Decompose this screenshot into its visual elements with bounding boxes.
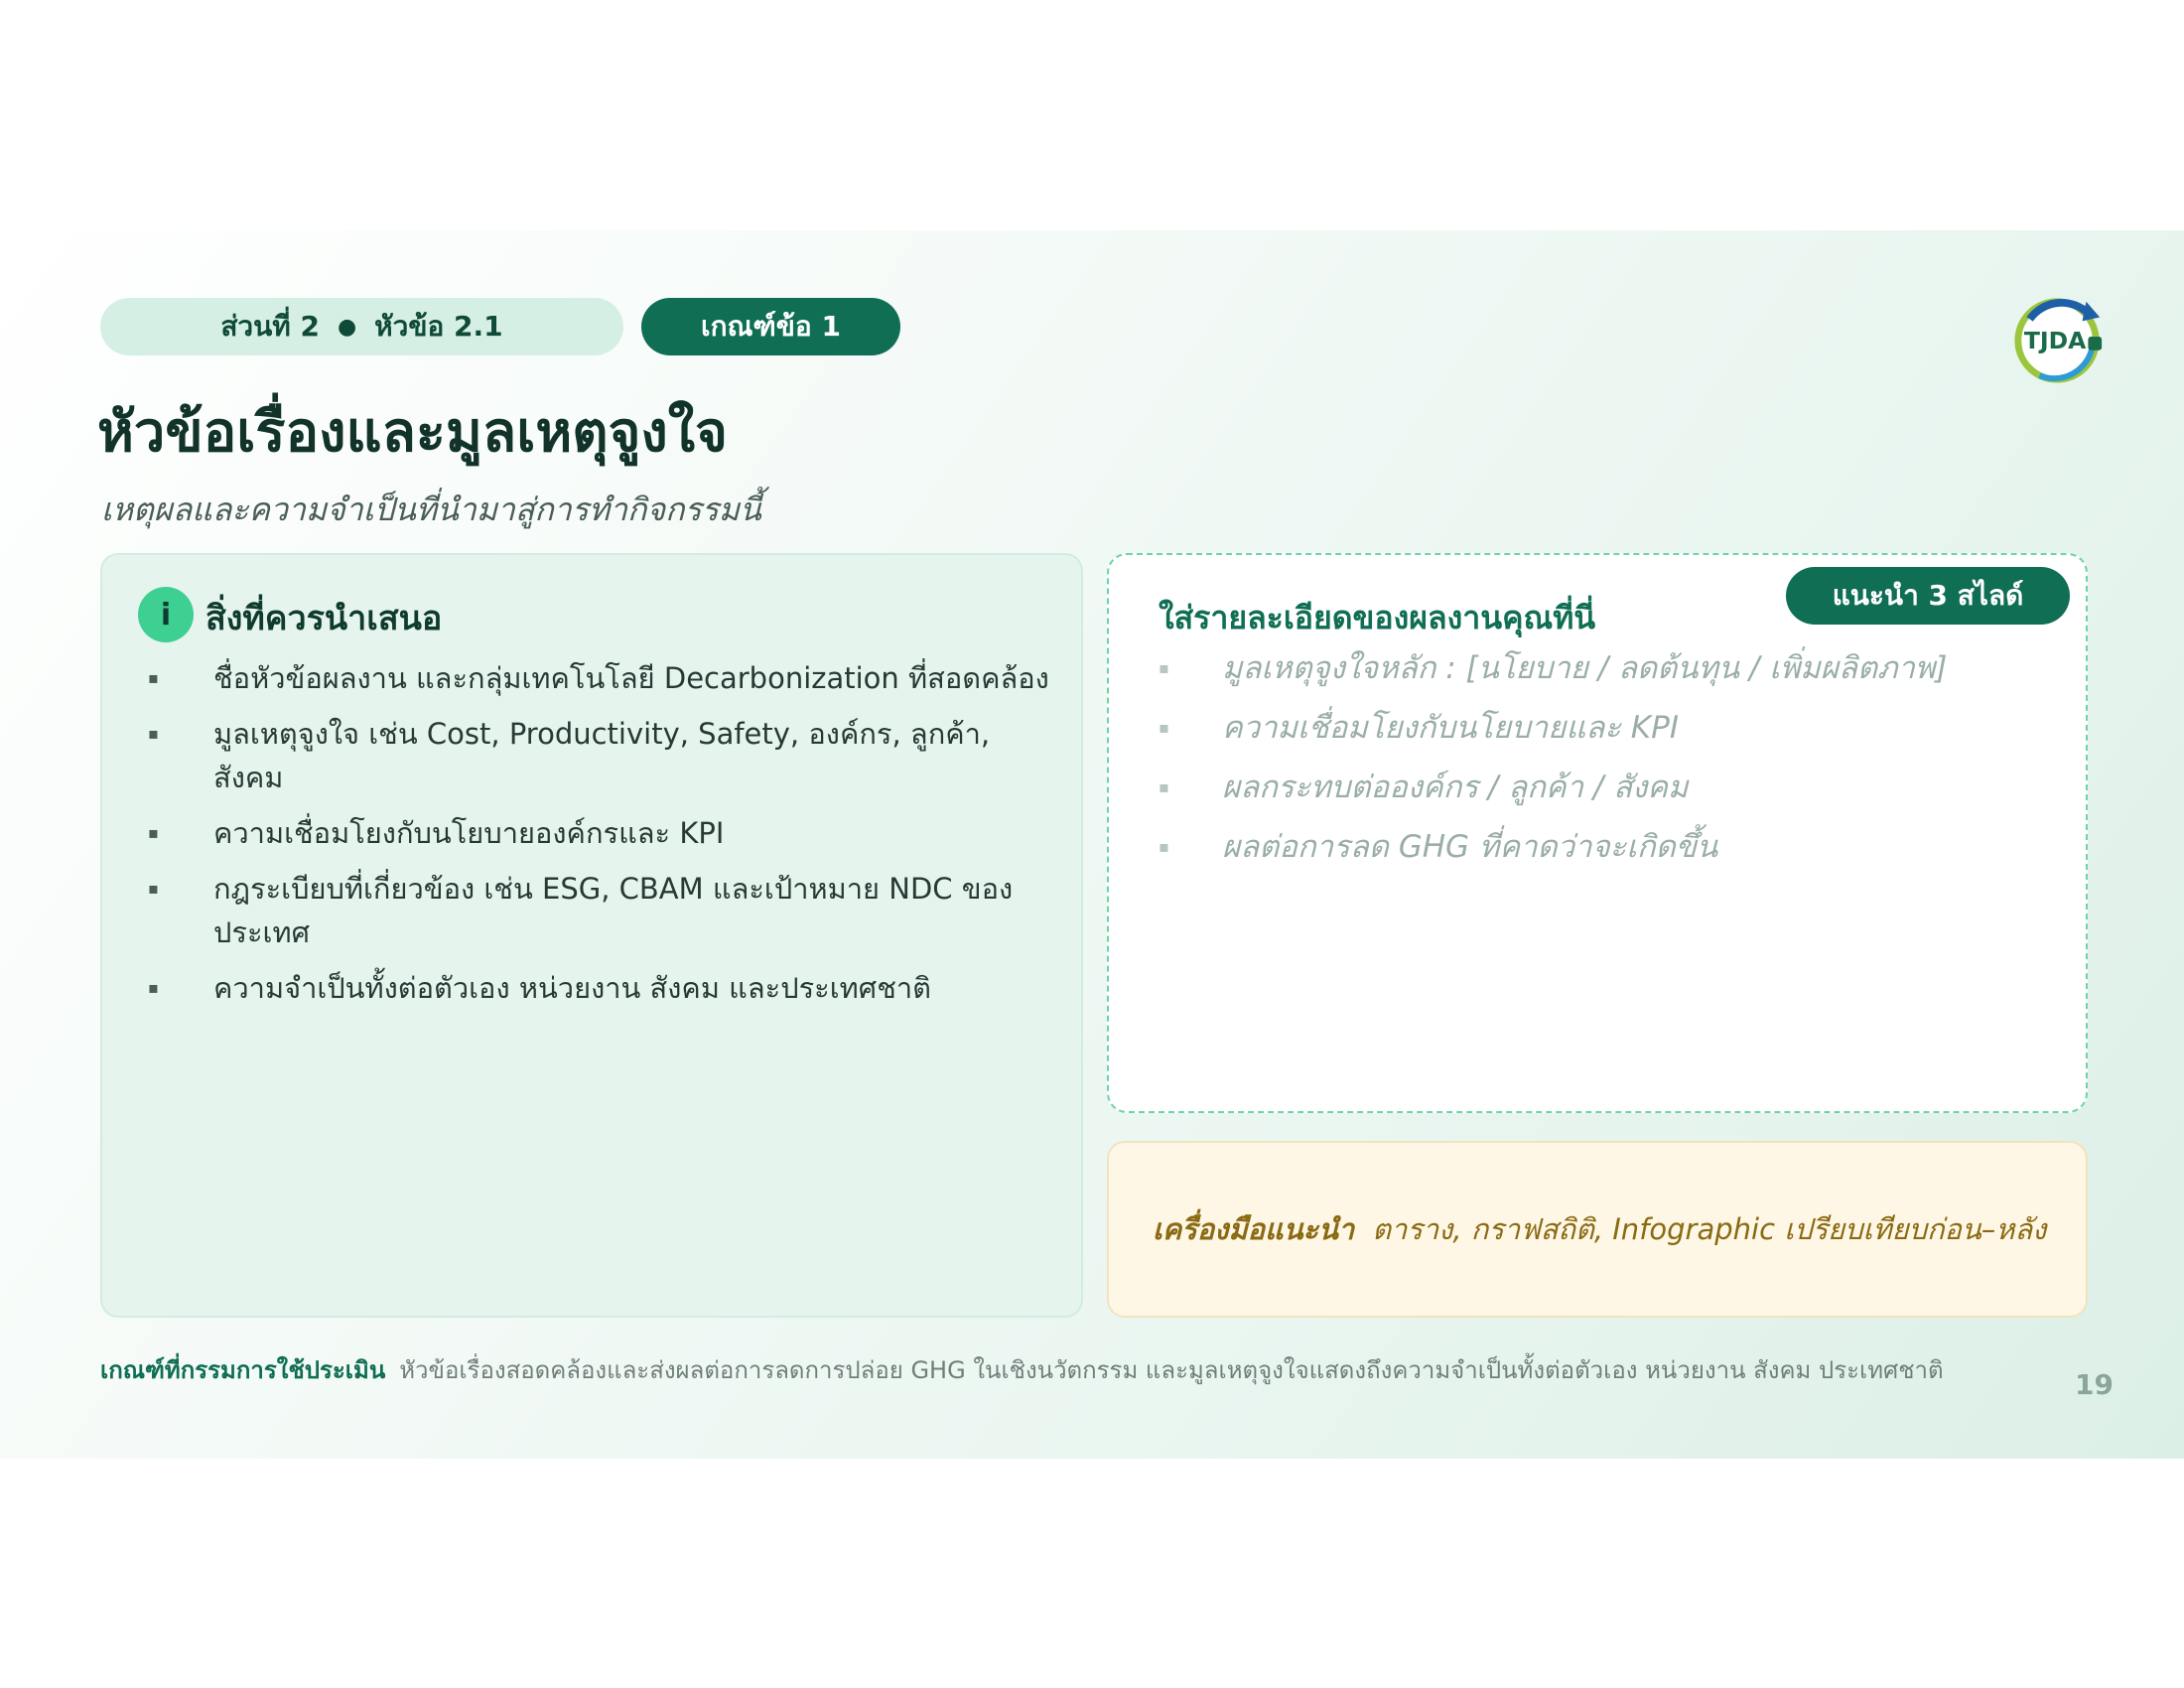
presentation-guide-card [100, 553, 1083, 1318]
list-item-text: มูลเหตุจูงใจหลัก : [นโยบาย / ลดต้นทุน / เพิ่มผลิตภาพ] [1222, 650, 1948, 686]
list-item[interactable] [1159, 706, 2052, 750]
bullet-icon: ▪ [148, 668, 159, 687]
list-item-text: ความเชื่อมโยงกับนโยบายองค์กรและ KPI [213, 816, 725, 850]
section-part: ส่วนที่ 2 [220, 310, 320, 343]
list-item-text: ผลต่อการลด GHG ที่คาดว่าจะเกิดขึ้น [1222, 829, 1718, 865]
section-pill [100, 298, 623, 355]
footer-text: หัวข้อเรื่องสอดคล้องและส่งผลต่อการลดการปล่อย GHG ในเชิงนวัตกรรม และมูลเหตุจูงใจแสดงถึงความจำเป็นทั้งต่อตัวเอง หน่วยงาน สังคม ประเทศชาติ [399, 1356, 1944, 1384]
bullet-icon: ▪ [1159, 837, 1169, 856]
list-item [148, 811, 1061, 855]
slide-count-badge: แนะนำ 3 สไลด์ [1786, 567, 2070, 625]
tools-text: ตาราง, กราฟสถิติ, Infographic เปรียบเทียบก่อน–หลัง [1372, 1212, 2047, 1246]
section-topic: หัวข้อ 2.1 [374, 310, 503, 343]
footer-label: เกณฑ์ที่กรรมการใช้ประเมิน [100, 1356, 386, 1384]
section-separator: ● [337, 314, 357, 340]
page-number: 19 [2075, 1368, 2114, 1401]
bullet-icon: ▪ [1159, 777, 1169, 796]
list-item [148, 656, 1061, 700]
bullet-icon: ▪ [1159, 658, 1169, 677]
list-item [148, 712, 1061, 799]
list-item [148, 966, 1061, 1010]
list-item-text: ความจำเป็นทั้งต่อตัวเอง หน่วยงาน สังคม และประเทศชาติ [213, 971, 931, 1005]
details-list [1159, 646, 2052, 885]
guide-heading: สิ่งที่ควรนำเสนอ [205, 599, 443, 638]
list-item[interactable] [1159, 646, 2052, 690]
list-item[interactable] [1159, 766, 2052, 809]
evaluation-criteria-footer [100, 1354, 2016, 1386]
bullet-icon: ▪ [1159, 718, 1169, 737]
details-placeholder-card[interactable] [1107, 553, 2088, 1113]
recommended-tools-card [1107, 1141, 2088, 1318]
list-item-text: กฎระเบียบที่เกี่ยวข้อง เช่น ESG, CBAM และเป้าหมาย NDC ของประเทศ [213, 872, 1014, 949]
logo-text: TJDA [2023, 326, 2087, 354]
page-subtitle: เหตุผลและความจำเป็นที่นำมาสู่การทำกิจกรรมนี้ [101, 491, 761, 528]
criteria-pill: เกณฑ์ข้อ 1 [641, 298, 900, 355]
list-item[interactable] [1159, 825, 2052, 869]
list-item-text: ความเชื่อมโยงกับนโยบายและ KPI [1222, 710, 1679, 746]
bullet-icon: ▪ [148, 823, 159, 842]
list-item-text: ชื่อหัวข้อผลงาน และกลุ่มเทคโนโลยี Decarbonization ที่สอดคล้อง [213, 661, 1049, 695]
list-item-text: มูลเหตุจูงใจ เช่น Cost, Productivity, Safety, องค์กร, ลูกค้า, สังคม [213, 717, 991, 794]
info-icon: i [138, 587, 194, 642]
tools-label: เครื่องมือแนะนำ [1153, 1212, 1355, 1246]
guide-list [148, 656, 1061, 1022]
list-item [148, 867, 1061, 954]
page-title: หัวข้อเรื่องและมูลเหตุจูงใจ [97, 400, 728, 465]
bullet-icon: ▪ [148, 879, 159, 898]
list-item-text: ผลกระทบต่อองค์กร / ลูกค้า / สังคม [1222, 770, 1689, 805]
details-heading: ใส่รายละเอียดของผลงานคุณที่นี่ [1159, 599, 1596, 636]
bullet-icon: ▪ [148, 978, 159, 997]
bullet-icon: ▪ [148, 724, 159, 743]
tjda-logo [2010, 290, 2108, 387]
slide [0, 230, 2184, 1459]
